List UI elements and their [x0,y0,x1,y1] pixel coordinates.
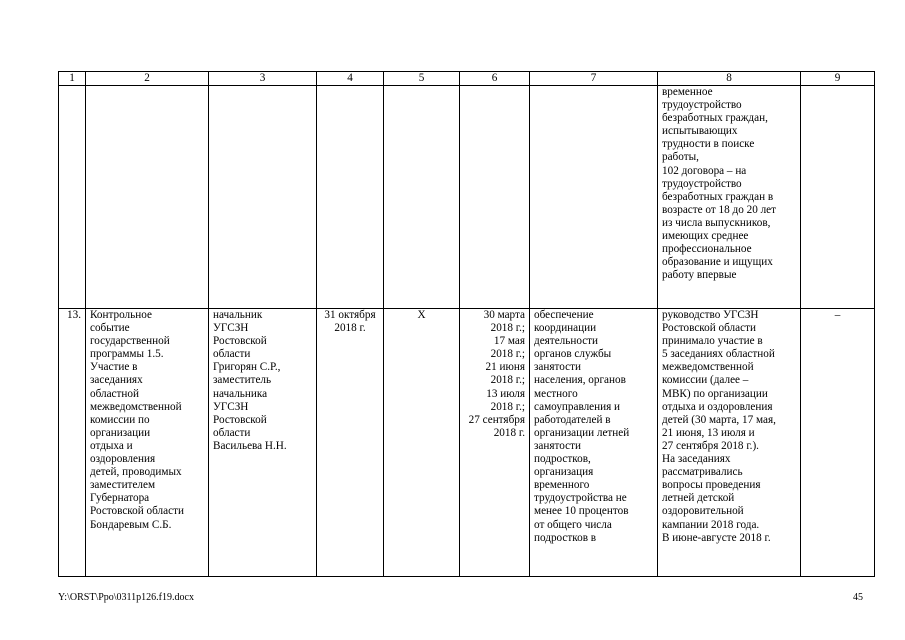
responsible-cell: начальник УГСЗН Ростовской области Григорян С.Р., заместитель начальника УГСЗН Ростовской области Васильева Н.Н. [209,309,317,577]
table-cell [801,86,875,309]
expected-result-cell: обеспечение координации деятельности органов службы занятости населения, органов местного самоуправления и работодателей в организации летней занятости подростков, организация временного трудоустройства не менее 10 процентов от общего числа подростков в [530,309,658,577]
header-col-3: 3 [209,72,317,86]
file-path: Y:\ORST\Ppo\0311p126.f19.docx [58,592,194,603]
table-row [59,309,875,577]
header-row [59,72,875,86]
table-cell [384,86,460,309]
row-number: 13. [59,309,86,577]
col5-cell: Х [384,309,460,577]
table-cell [530,86,658,309]
header-col-5: 5 [384,72,460,86]
table-cell [86,86,209,309]
header-col-6: 6 [460,72,530,86]
header-col-4: 4 [317,72,384,86]
report-table [58,71,875,577]
table-cell [209,86,317,309]
table-cell [59,86,86,309]
event-name-cell: Контрольное событие государственной программы 1.5. Участие в заседаниях областной межведомственной комиссии по организации отдыха и оздоровления детей, проводимых заместителем Губернатора Ростовской области Бондаревым С.Б. [86,309,209,577]
header-col-2: 2 [86,72,209,86]
table-cell [460,86,530,309]
table-row [59,86,875,309]
header-col-7: 7 [530,72,658,86]
col9-cell: – [801,309,875,577]
actual-result-cell: руководство УГСЗН Ростовской области принимало участие в 5 заседаниях областной межведомственной комиссии (далее – МВК) по организации отдыха и оздоровления детей (30 марта, 17 мая, 21 июня, 13 июля и 27 сентября 2018 г.). На заседаниях рассматривались вопросы проведения летней детской оздоровительной кампании 2018 года. В июне-августе 2018 г. [658,309,801,577]
header-col-1: 1 [59,72,86,86]
planned-date-cell: 31 октября 2018 г. [317,309,384,577]
header-col-9: 9 [801,72,875,86]
header-col-8: 8 [658,72,801,86]
table-cell [317,86,384,309]
result-cell: временное трудоустройство безработных граждан, испытывающих трудности в поиске работы, 102 договора – на трудоустройство безработных граждан в возрасте от 18 до 20 лет из числа выпускников, имеющих среднее профессиональное образование и ищущих работу впервые [658,86,801,309]
actual-dates-cell: 30 марта 2018 г.; 17 мая 2018 г.; 21 июня 2018 г.; 13 июля 2018 г.; 27 сентября 2018 г. [460,309,530,577]
page-number: 45 [853,592,863,603]
